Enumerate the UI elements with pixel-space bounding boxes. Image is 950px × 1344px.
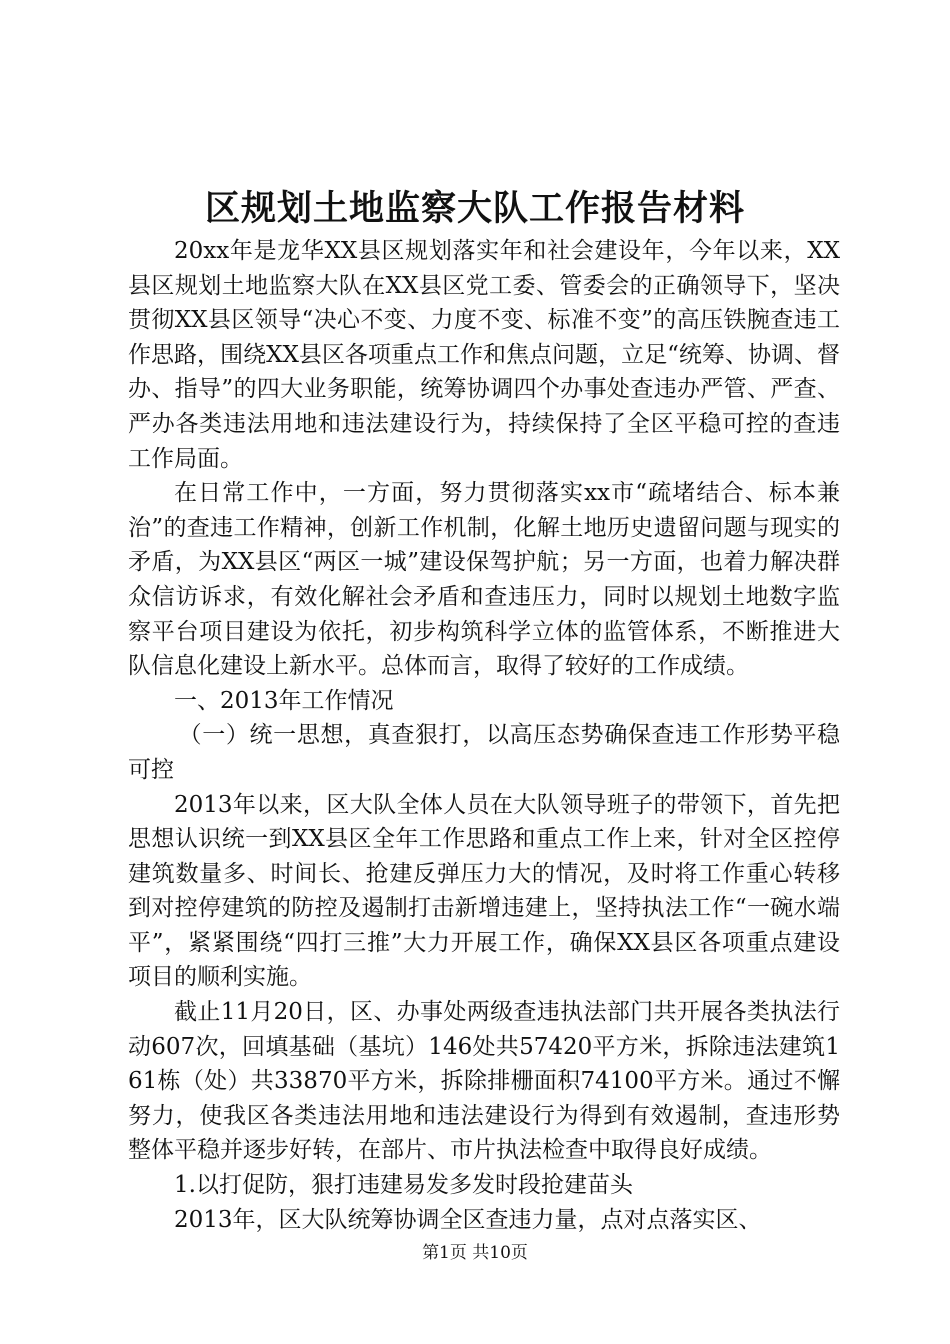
paragraph: 截止11月20日，区、办事处两级查违执法部门共开展各类执法行动607次，回填基础（基坑）146处共57420平方米，拆除违法建筑161栋（处）共33870平方米，拆除排栅面积74100平方米。通过不懈努力，使我区各类违法用地和违法建设行为得到有效遏制，查违形势整体平稳并逐步好转，在部片、市片执法检查中取得良好成绩。	[128, 999, 840, 1164]
section-heading: 一、2013年工作情况	[174, 687, 394, 714]
page-footer: 第1页 共10页	[422, 1243, 528, 1263]
paragraph: 20xx年是龙华XX县区规划落实年和社会建设年，今年以来，XX县区规划土地监察大队在XX县区党工委、管委会的正确领导下，坚决贯彻XX县区领导“决心不变、力度不变、标准不变”的高压铁腕查违工作思路，围绕XX县区各项重点工作和焦点问题，立足“统筹、协调、督办、指导”的四大业务职能，统筹协调四个办事处查违办严管、严查、严办各类违法用地和违法建设行为，持续保持了全区平稳可控的查违工作局面。	[128, 238, 840, 472]
document-title: 区规划土地监察大队工作报告材料	[204, 188, 745, 229]
document-body	[128, 234, 840, 1237]
item-heading: 1.以打促防，狠打违建易发多发时段抢建苗头	[174, 1172, 633, 1199]
paragraph: 2013年，区大队统筹协调全区查违力量，点对点落实区、	[174, 1206, 762, 1233]
subsection-heading: （一）统一思想，真查狠打，以高压态势确保查违工作形势平稳可控	[128, 722, 840, 783]
paragraph: 在日常工作中，一方面，努力贯彻落实xx市“疏堵结合、标本兼治”的查违工作精神，创新工作机制，化解土地历史遗留问题与现实的矛盾，为XX县区“两区一城”建设保驾护航；另一方面，也着力解决群众信访诉求，有效化解社会矛盾和查违压力，同时以规划土地数字监察平台项目建设为依托，初步构筑科学立体的监管体系，不断推进大队信息化建设上新水平。总体而言，取得了较好的工作成绩。	[128, 480, 840, 680]
paragraph: 2013年以来，区大队全体人员在大队领导班子的带领下，首先把思想认识统一到XX县区全年工作思路和重点工作上来，针对全区控停建筑数量多、时间长、抢建反弹压力大的情况，及时将工作重心转移到对控停建筑的防控及遏制打击新增违建上，坚持执法工作“一碗水端平”，紧紧围绕“四打三推”大力开展工作，确保XX县区各项重点建设项目的顺利实施。	[128, 791, 840, 991]
